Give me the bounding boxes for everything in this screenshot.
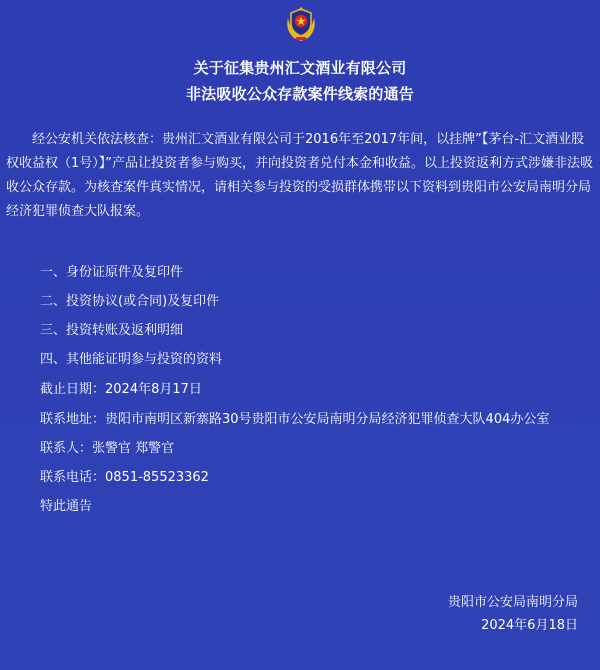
list-item: 一、身份证原件及复印件 [40,265,184,280]
contact-persons: 联系人：张警官 郑警官 [40,441,175,456]
closing-line: 特此通告 [40,499,93,514]
notice-body: 经公安机关依法核查：贵州汇文酒业有限公司于2016年至2017年间，以挂牌”【茅台-汇文酒业股权收益权（1号）】”产品让投资者参与购买，并向投资者兑付本金和收益。以上投资返利方式涉嫌非法吸收公众存款。为核查案件真实情况，请相关参与投资的受损群体携带以下资料到贵阳市公安局南明分局经济犯罪侦查大队报案。 [6,132,594,219]
list-item: 三、投资转账及返利明细 [40,323,184,338]
list-item: 二、投资协议(或合同)及复印件 [40,294,220,309]
notice-title-line2: 非法吸收公众存款案件线索的通告 [185,85,414,103]
contact-address: 联系地址：贵阳市南明区新寨路30号贵阳市公安局南明分局经济犯罪侦查大队404办公室 [40,412,550,427]
issuer-name: 贵阳市公安局南明分局 [447,595,578,610]
list-item: 四、其他能证明参与投资的资料 [40,352,223,367]
contact-phone: 联系电话：0851-85523362 [40,470,209,485]
notice-title-line1: 关于征集贵州汇文酒业有限公司 [193,59,407,77]
deadline-line: 截止日期：2024年8月17日 [40,382,202,397]
police-emblem-icon [284,6,318,42]
issue-date: 2024年6月18日 [481,618,578,633]
